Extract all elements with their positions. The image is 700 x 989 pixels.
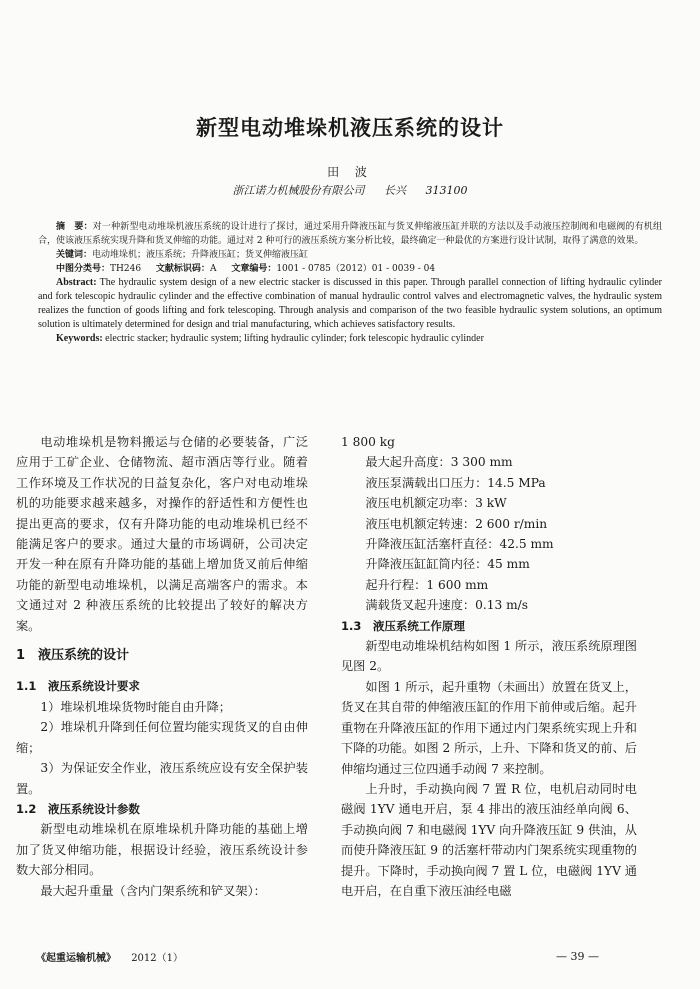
abstract-block	[38, 220, 662, 346]
section-heading-1-1: 1.1 液压系统设计要求	[16, 679, 140, 694]
keywords-en	[38, 332, 662, 346]
keywords-cn-label: 关键词：	[56, 250, 93, 260]
section-heading-1-3: 1.3 液压系统工作原理	[341, 618, 465, 633]
abstract-en-text: The hydraulic system design of a new electric stacker is discussed in this paper. Through parallel connection of lifting hydraulic cylinder and fork telescopic hydraulic cylinder and the effective combination of manual hydraulic control valves and electromagnetic valves, the hydraulic system realizes the function of goods lifting and fork telescoping. Through analysis and comparison of the two feasible hydraulic system solutions, an optimum solution is ultimately determined for design and trial manufacturing, which achieves satisfactory results.	[38, 277, 663, 330]
param-item: 起升行程：1 600 mm	[365, 577, 489, 592]
right-column	[341, 432, 637, 901]
max-load-label: 最大起升重量（含内门架系统和铲叉架）：	[40, 883, 266, 898]
author-name: 田 波	[327, 165, 373, 179]
classification-line	[38, 262, 662, 276]
left-column	[16, 432, 308, 901]
doc-code-value: A	[209, 264, 217, 274]
keywords-en-label: Keywords:	[56, 333, 103, 344]
keywords-cn-text: 电动堆垛机；液压系统；升降液压缸；货叉伸缩液压缸	[92, 250, 309, 260]
clc-label: 中图分类号：	[56, 264, 111, 274]
param-item: 液压电机额定转速：2 600 r/min	[365, 516, 548, 531]
paper-title: 新型电动堆垛机液压系统的设计	[196, 116, 504, 140]
journal-issue: 2012（1）	[131, 953, 183, 964]
affiliation-org: 浙江诺力机械股份有限公司	[232, 184, 365, 197]
intro-paragraph: 电动堆垛机是物料搬运与仓储的必要装备，广泛应用于工矿企业、仓储物流、超市酒店等行业。随着工作环境及工作状况的日益复杂化，客户对电动堆垛机的功能要求越来越多，对操作的舒适性和方便性也提出更高的要求，仅有升降功能的电动堆垛机已经不能满足客户的要求。通过大量的市场调研，公司决定开发一种在原有升降功能的基础上增加货叉前后伸缩功能的新型电动堆垛机，以满足高端客户的需求。本文通过对 2 种液压系统的比较提出了较好的解决方案。	[16, 435, 308, 633]
param-item: 液压电机额定功率：3 kW	[365, 496, 507, 511]
journal-name: 《起重运输机械》	[36, 953, 116, 964]
param-item: 升降液压缸活塞杆直径：42.5 mm	[365, 537, 554, 552]
doc-code-label: 文献标识码：	[155, 264, 210, 274]
requirement-3: 3）为保证安全作业，液压系统应设有安全保护装置。	[16, 761, 308, 796]
affiliation-city: 长兴	[384, 184, 406, 197]
article-no-value: 1001 - 0785（2012）01 - 0039 - 04	[276, 264, 436, 274]
journal-footer	[36, 949, 183, 964]
param-item: 液压泵满载出口压力：14.5 MPa	[365, 475, 546, 490]
principle-paragraph-3: 上升时，手动换向阀 7 置 R 位，电机启动同时电磁阀 1YV 通电开启，泵 4 排出的液压油经单向阀 6、手动换向阀 7 和电磁阀 1YV 向升降液压缸 9 供油，从而使升降液压缸 9 的活塞杆带动内门架系统实现重物的提升。下降时，手动换向阀 7 置 L 位，电磁阀 1YV 通电开启，在自重下液压油经电磁	[341, 781, 637, 898]
param-item: 满载货叉起升速度：0.13 m/s	[365, 598, 529, 613]
abstract-cn-label: 摘 要：	[56, 222, 93, 232]
abstract-en	[38, 276, 662, 332]
param-item: 升降液压缸缸筒内径：45 mm	[365, 557, 530, 572]
section-heading-1: 1 液压系统的设计	[16, 648, 130, 664]
principle-paragraph-2: 如图 1 所示，起升重物（未画出）放置在货叉上，货叉在其自带的伸缩液压缸的作用下前伸或后缩。起升重物在升降液压缸的作用下通过内门架系统实现上升和下降的功能。如图 2 所示，上升、下降和货叉的前、后伸缩均通过三位四通手动阀 7 来控制。	[341, 679, 637, 776]
max-load-value: 1 800 kg	[341, 435, 395, 449]
page-number: — 39 —	[556, 950, 599, 963]
affiliation-postcode: 313100	[425, 184, 468, 197]
section-heading-1-2: 1.2 液压系统设计参数	[16, 801, 140, 816]
abstract-en-label: Abstract:	[56, 277, 97, 288]
param-item: 最大起升高度：3 300 mm	[365, 455, 513, 470]
clc-value: TH246	[110, 264, 142, 274]
affiliation	[0, 182, 700, 198]
abstract-cn-text: 对一种新型电动堆垛机液压系统的设计进行了探讨，通过采用升降液压缸与货叉伸缩液压缸并联的方法以及手动液压控制阀和电磁阀的有机组合，使该液压系统实现升降和货叉伸缩的功能。通过对 2 种可行的液压系统方案分析比较，最终确定一种最优的方案进行设计试制，取得了满意的效果。	[38, 222, 662, 246]
requirement-1: 1）堆垛机堆垛货物时能自由升降；	[40, 699, 231, 714]
article-no-label: 文章编号：	[231, 264, 277, 274]
abstract-cn	[38, 220, 662, 248]
params-intro: 新型电动堆垛机在原堆垛机升降功能的基础上增加了货叉伸缩功能，根据设计经验，液压系统设计参数大部分相同。	[16, 822, 308, 878]
requirement-2: 2）堆垛机升降到任何位置均能实现货叉的自由伸缩；	[16, 720, 308, 755]
keywords-en-text: electric stacker; hydraulic system; lifting hydraulic cylinder; fork telescopic hydraulic cylinder	[105, 333, 484, 344]
keywords-cn	[38, 248, 662, 262]
principle-paragraph-1: 新型电动堆垛机结构如图 1 所示，液压系统原理图见图 2。	[341, 639, 637, 674]
